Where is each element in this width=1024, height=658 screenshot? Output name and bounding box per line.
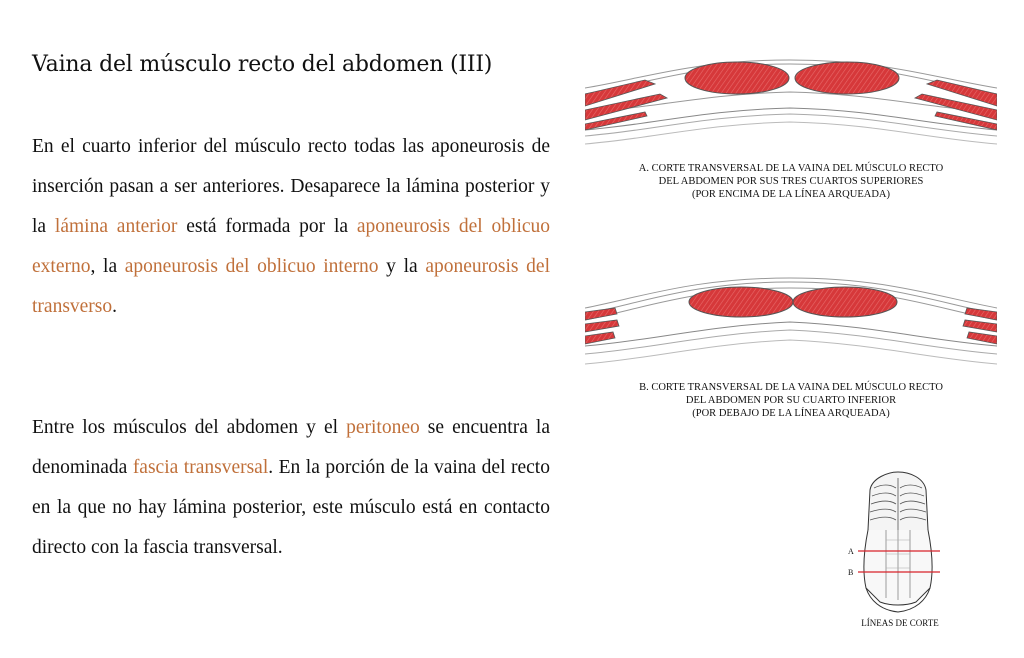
rectus-left-b (689, 287, 793, 317)
p1-text-2: está formada por la (177, 216, 357, 237)
rectus-right-a (795, 62, 899, 94)
term-fascia-transversal: fascia transversal (132, 457, 269, 478)
caption-figure-b (585, 381, 997, 420)
p1-text-4: y la (378, 256, 426, 277)
caption-a-line-2: DEL ABDOMEN POR SUS TRES CUARTOS SUPERIORES (658, 176, 924, 187)
caption-b-line-1: B. CORTE TRANSVERSAL DE LA VAINA DEL MÚSCULO RECTO (639, 382, 943, 393)
paragraph-1 (32, 127, 550, 327)
term-lamina-anterior: lámina anterior (54, 216, 178, 237)
figure-b-cross-section (585, 274, 997, 376)
p2-text-3: . En la porción de la vaina del recto en la que no hay lámina posterior, este músculo está en contacto directo con la fascia transversal. (32, 457, 550, 558)
p2-text-1: Entre los músculos del abdomen y el (32, 417, 347, 438)
figure-a-cross-section (585, 50, 997, 156)
caption-figure-a (585, 162, 997, 201)
caption-a-line-1: A. CORTE TRANSVERSAL DE LA VAINA DEL MÚSCULO RECTO (638, 163, 944, 174)
torso-cut-lines-diagram (840, 470, 950, 615)
term-aponeurosis-transverso: aponeurosis del transverso (32, 256, 550, 317)
caption-a-line-3: (POR ENCIMA DE LA LÍNEA ARQUEADA) (691, 189, 891, 200)
paragraph-2 (32, 408, 550, 568)
cut-label-b: B (848, 568, 854, 577)
p1-text-1: En el cuarto inferior del músculo recto todas las aponeurosis de inserción pasan a ser anteriores. Desaparece la lámina posterior y la (32, 136, 550, 237)
p2-text-2: se encuentra la denominada (32, 417, 550, 478)
caption-b-line-3: (POR DEBAJO DE LA LÍNEA ARQUEADA) (692, 408, 890, 419)
caption-cut-lines: LÍNEAS DE CORTE (861, 618, 939, 628)
term-aponeurosis-oblicuo-interno: aponeurosis del oblicuo interno (124, 256, 379, 277)
rectus-right-b (793, 287, 897, 317)
cut-label-a: A (848, 547, 854, 556)
term-aponeurosis-oblicuo-externo: aponeurosis del oblicuo externo (32, 216, 551, 277)
p1-text-5: . (112, 296, 118, 317)
page-title: Vaina del músculo recto del abdomen (III) (32, 52, 493, 77)
p1-text-3: , la (90, 256, 125, 277)
term-peritoneo: peritoneo (346, 417, 420, 438)
rectus-left-a (685, 62, 789, 94)
caption-b-line-2: DEL ABDOMEN POR SU CUARTO INFERIOR (685, 395, 897, 406)
